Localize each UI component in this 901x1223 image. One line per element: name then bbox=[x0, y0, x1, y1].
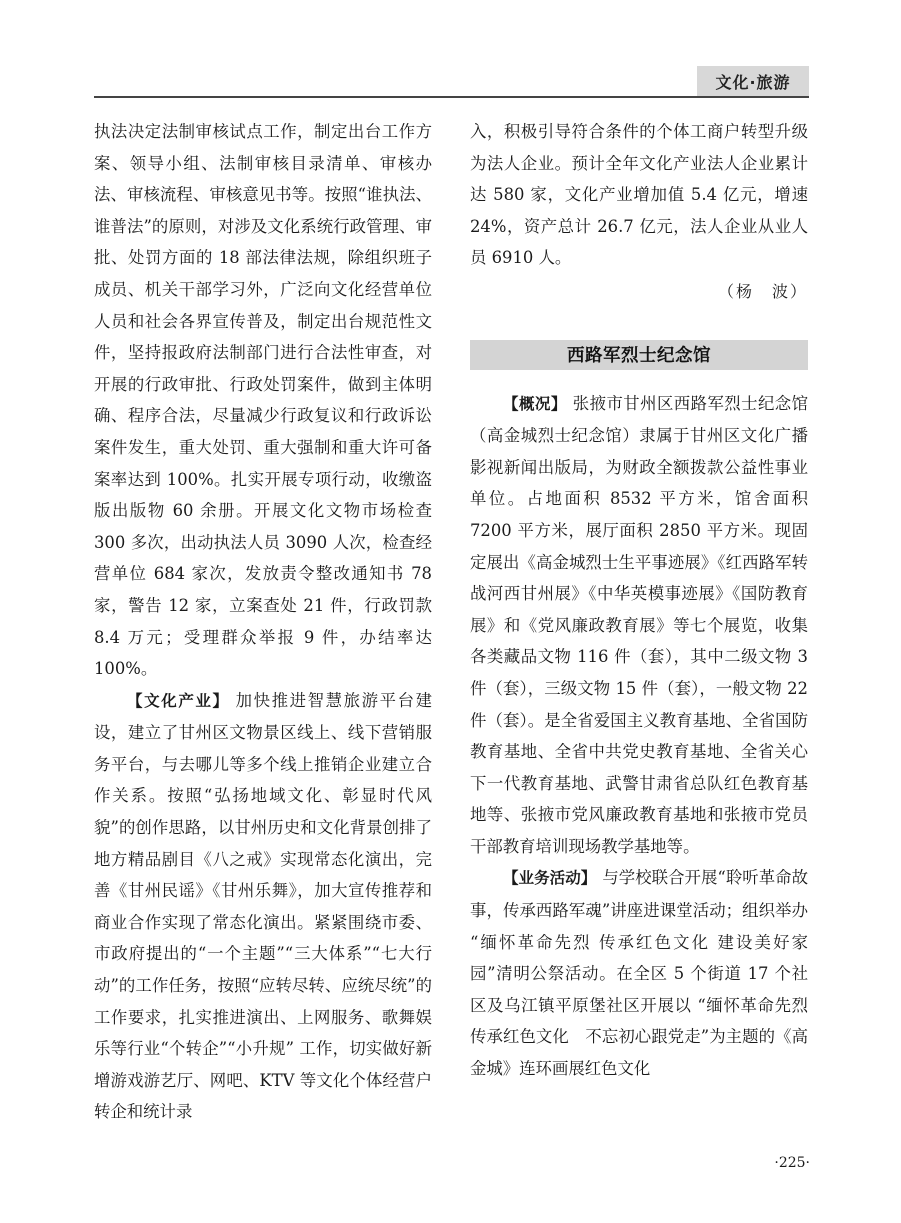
activities-paragraph bbox=[470, 862, 825, 1084]
culture-industry-heading: 【文化产业】 bbox=[127, 691, 230, 710]
section-header-label: 文化·旅游 bbox=[715, 72, 791, 92]
overview-paragraph bbox=[470, 388, 808, 863]
culture-industry-text: 加快推进智慧旅游平台建设，建立了甘州区文物景区线上、线下营销服务平台，与去哪儿等多个线上推销企业建立合作关系。按照“弘扬地域文化、彰显时代风貌”的创作思路，以甘州历史和文化背景创排了地方精品剧目《八之戒》实现常态化演出，完善《甘州民谣》《甘州乐舞》，加大宣传推荐和商业合作实现了常态化演出。紧紧围绕市委、市政府提出的“一个主题”“三大体系”“七大行动”的工作任务，按照“应转尽转、应统尽统”的工作要求，扎实推进演出、上网服务、歌舞娱乐等行业“个转企”“小升规” 工作，切实做好新增游戏游艺厅、网吧、KTV 等文化个体经营户转企和统计录 bbox=[94, 690, 432, 1122]
right-paragraph-1: 入，积极引导符合条件的个体工商户转型升级为法人企业。预计全年文化产业法人企业累计达 580 家，文化产业增加值 5.4 亿元，增速 24%，资产总计 26.7 亿元，法人企业从业人员 6910 人。 bbox=[470, 122, 808, 268]
activities-heading: 【业务活动】 bbox=[503, 869, 597, 888]
overview-heading: 【概况】 bbox=[503, 394, 567, 413]
overview-text: 张掖市甘州区西路军烈士纪念馆（高金城烈士纪念馆）隶属于甘州区文化广播影视新闻出版局，为财政全额拨款公益性事业单位。占地面积 8532 平方米，馆舍面积 7200 平方米，展厅面积 2850 平方米。现固定展出《高金城烈士生平事迹展》《红西路军转战河西甘州展》《中华英模事迹展》《国防教育展》和《党风廉政教育展》等七个展览，收集各类藏品文物 116 件（套），其中二级文物 3 件（套），三级文物 15 件（套），一般文物 22 件（套）。是全省爱国主义教育基地、全省国防教育基地、全省中共党史教育基地、全省关心下一代教育基地、武警甘肃省总队红色教育基地等、张掖市党风廉政教育基地和张掖市党员干部教育培训现场教学基地等。 bbox=[470, 393, 808, 856]
header-rule bbox=[94, 96, 809, 98]
page-number: ·225· bbox=[774, 1155, 810, 1171]
left-paragraph-1: 执法决定法制审核试点工作，制定出台工作方案、领导小组、法制审核目录清单、审核办法、审核流程、审核意见书等。按照“谁执法、谁普法”的原则，对涉及文化系统行政管理、审批、处罚方面的 18 部法律法规，除组织班子成员、机关干部学习外，广泛向文化经营单位人员和社会各界宣传普及，制定出台规范性文件，坚持报政府法制部门进行合法性审查，对开展的行政审批、行政处罚案件，做到主体明确、程序合法，尽量减少行政复议和行政诉讼案件发生，重大处罚、重大强制和重大许可备案率达到 100%。扎实开展专项行动，收缴盗版出版物 60 余册。开展文化文物市场检查 300 多次，出动执法人员 3090 人次，检查经营单位 684 家次，发放责令整改通知书 78 家，警告 12 家，立案查处 21 件，行政罚款 8.4 万元；受理群众举报 9 件，办结率达 100%。 bbox=[94, 122, 432, 679]
section-title-bar bbox=[470, 340, 808, 370]
left-column bbox=[94, 116, 432, 1128]
activities-text: 与学校联合开展“聆听革命故事，传承西路军魂”讲座进课堂活动；组织举办 “缅怀革命先烈 传承红色文化 建设美好家园”清明公祭活动。在全区 5 个街道 17 个社区及乌江镇平原堡社区开展以 “缅怀革命先烈 传承红色文化 不忘初心跟党走”为主题的《高金城》连环画展红色文化 bbox=[470, 868, 825, 1079]
right-column bbox=[470, 116, 825, 1085]
author-signature: （杨 波） bbox=[717, 281, 808, 301]
section-header-tab bbox=[697, 66, 809, 96]
section-gap bbox=[470, 370, 808, 388]
section-title: 西路军烈士纪念馆 bbox=[567, 346, 711, 367]
left-paragraph-2 bbox=[94, 685, 432, 1128]
